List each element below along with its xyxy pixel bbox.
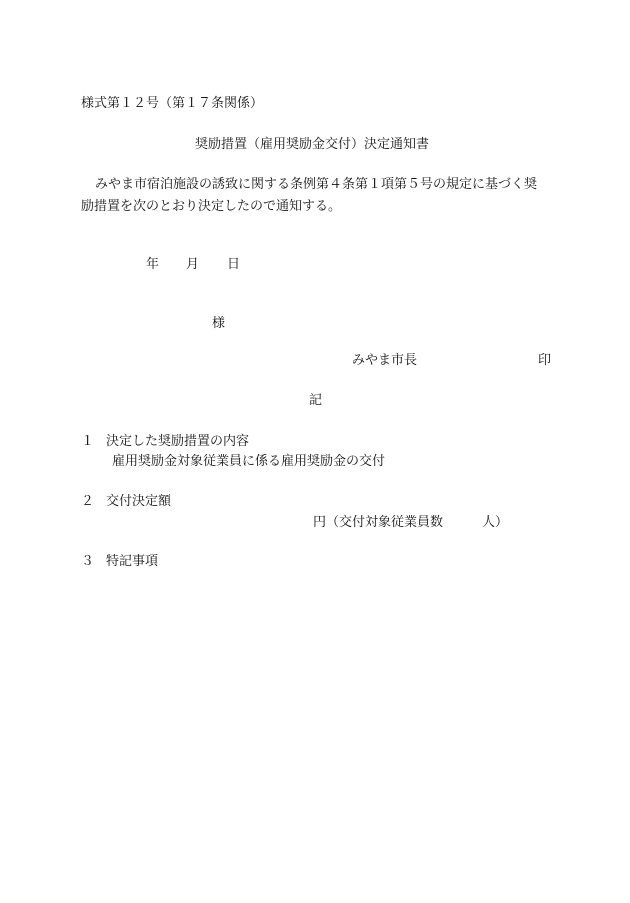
body-text-line-1: みやま市宿泊施設の誘致に関する条例第４条第１項第５号の規定に基づく奨 [95,177,538,192]
date-year-label: 年 [146,257,160,272]
seal-mark: 印 [538,353,552,368]
form-number: 様式第１２号（第１７条関係） [81,96,264,111]
section-2-number: ２ [81,494,95,509]
section-3-heading: 特記事項 [106,554,159,569]
section-1-detail: 雇用奨励金対象従業員に係る雇用奨励金の交付 [112,454,386,469]
document-title: 奨励措置（雇用奨励金交付）決定通知書 [195,137,430,152]
body-text-line-2: 励措置を次のとおり決定したので通知する。 [81,199,342,214]
issuer-name: みやま市長 [352,353,418,368]
date-day-label: 日 [227,257,241,272]
ki-heading: 記 [309,393,323,408]
section-1-heading: 決定した奨励措置の内容 [106,434,250,449]
addressee-suffix: 様 [212,316,226,331]
date-month-label: 月 [186,257,200,272]
section-3-number: ３ [81,554,95,569]
section-2-amount-line: 円（交付対象従業員数 人） [313,515,509,530]
section-2-heading: 交付決定額 [106,494,172,509]
section-1-number: １ [81,434,95,449]
